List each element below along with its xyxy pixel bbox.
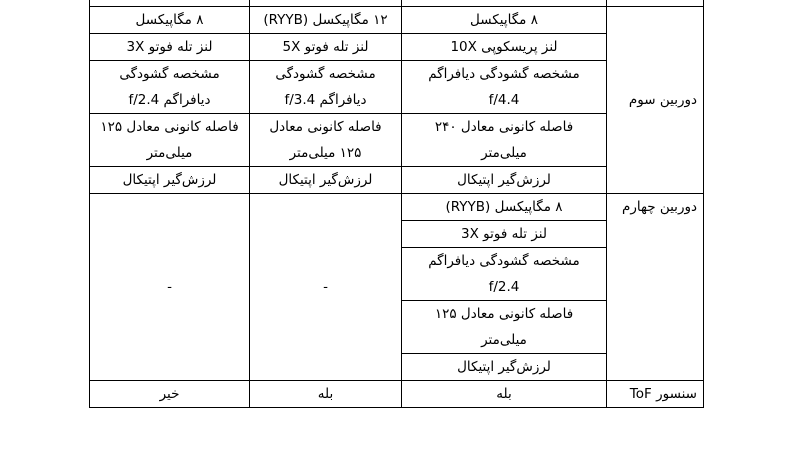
row-label-tof: سنسور ToF <box>607 381 704 408</box>
cell <box>402 248 607 301</box>
cell-line: مشخصه گشودگی <box>275 66 376 82</box>
camera-spec-table <box>89 0 704 408</box>
row-label-camera3: دوربین سوم <box>607 7 704 194</box>
cell-line: f/4.4 <box>488 92 520 108</box>
cell: لرزش‌گیر اپتیکال <box>402 354 607 381</box>
cell-line: مشخصه گشودگی دیافراگم <box>428 253 580 269</box>
cell-line: میلی‌متر <box>146 145 193 161</box>
cell: ۸ مگاپیکسل <box>402 7 607 34</box>
table-row <box>90 7 704 34</box>
cell-line: دیافراگم f/2.4 <box>128 92 211 108</box>
cell-line: میلی‌متر <box>481 332 527 348</box>
cell-line: میلی‌متر <box>481 145 527 161</box>
cell-line: ۱۲۵ میلی‌متر <box>289 145 362 161</box>
cell-line: مشخصه گشودگی <box>119 66 220 82</box>
cell: لنز تله فوتو 3X <box>402 221 607 248</box>
cell <box>90 114 250 167</box>
cell: لنز تله فوتو 5X <box>250 34 402 61</box>
cell: - <box>90 194 250 381</box>
cell-line: فاصله کانونی معادل ۱۲۵ <box>434 306 574 322</box>
cell: خیر <box>90 381 250 408</box>
cell: لرزش‌گیر اپتیکال <box>402 167 607 194</box>
cell: ۸ مگاپیکسل (RYYB) <box>402 194 607 221</box>
row-label-camera4: دوربین چهارم <box>607 194 704 381</box>
cell-line: فاصله کانونی معادل ۲۴۰ <box>434 119 574 135</box>
cell-line: فاصله کانونی معادل ۱۲۵ <box>100 119 239 135</box>
table-row <box>90 381 704 408</box>
cell: بله <box>402 381 607 408</box>
cell: ۸ مگاپیکسل <box>90 7 250 34</box>
table-row <box>90 194 704 221</box>
cell-line: فاصله کانونی معادل <box>269 119 382 135</box>
cell: ۱۲ مگاپیکسل (RYYB) <box>250 7 402 34</box>
cell <box>402 301 607 354</box>
cell: - <box>250 194 402 381</box>
cell <box>90 61 250 114</box>
cell <box>250 114 402 167</box>
cell <box>402 114 607 167</box>
cell: بله <box>250 381 402 408</box>
cell: لنز پریسکوپی 10X <box>402 34 607 61</box>
cell: لرزش‌گیر اپتیکال <box>90 167 250 194</box>
cell-line: مشخصه گشودگی دیافراگم <box>428 66 580 82</box>
cell <box>402 61 607 114</box>
cell-line: دیافراگم f/3.4 <box>284 92 367 108</box>
cell-line: f/2.4 <box>488 279 520 295</box>
cell <box>250 61 402 114</box>
cell: لرزش‌گیر اپتیکال <box>250 167 402 194</box>
cell: لنز تله فوتو 3X <box>90 34 250 61</box>
